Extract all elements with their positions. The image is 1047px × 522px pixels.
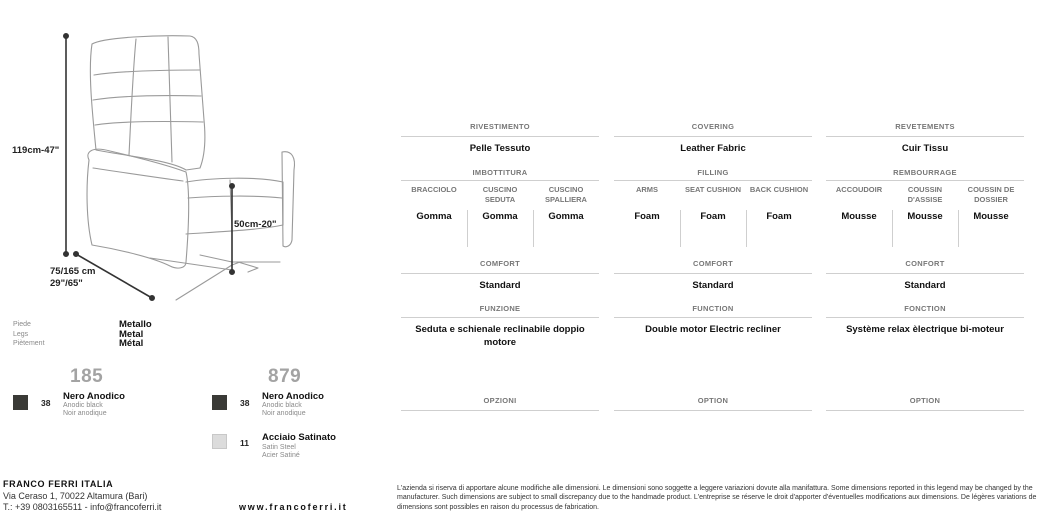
divider	[680, 210, 681, 247]
filling-part-label: BACK CUSHION	[749, 185, 809, 194]
swatch-name-en: Satin Steel	[262, 444, 296, 451]
covering-value: Cuir Tissu	[901, 143, 949, 154]
comfort-value: Standard	[692, 280, 734, 291]
divider	[826, 273, 1024, 274]
filling-part-label: COUSSIN D'ASSISE	[907, 185, 943, 204]
depth-dimension-label-imperial: 29"/65"	[50, 278, 83, 289]
divider	[614, 317, 812, 318]
depth-dimension-label-metric: 75/165 cm	[50, 266, 96, 277]
divider	[533, 210, 534, 247]
swatch-code: 38	[240, 398, 250, 408]
color-swatch-acciaio-satinato	[212, 434, 227, 449]
company-address: Via Ceraso 1, 70022 Altamura (Bari)	[3, 491, 148, 501]
filling-part-value: Foam	[700, 211, 726, 222]
swatch-name-fr: Noir anodique	[262, 410, 306, 417]
finish-number-185: 185	[70, 366, 104, 387]
comfort-header: COMFORT	[479, 259, 520, 268]
legs-value-en: Metal	[119, 328, 144, 340]
divider	[958, 210, 959, 247]
finish-number-879: 879	[268, 366, 302, 387]
covering-value: Pelle Tessuto	[469, 143, 531, 154]
filling-part-label: CUSCINO SEDUTA	[482, 185, 518, 204]
spec-column	[401, 118, 599, 418]
swatch-name: Nero Anodico	[262, 391, 324, 402]
swatch-name-en: Anodic black	[63, 402, 103, 409]
function-header: FONCTION	[904, 304, 946, 313]
filling-part-value: Mousse	[973, 211, 1009, 222]
legs-value-it: Metallo	[119, 319, 152, 330]
filling-part-value: Foam	[634, 211, 660, 222]
spec-column	[614, 118, 812, 418]
divider	[614, 136, 812, 137]
filling-part-label: BRACCIOLO	[411, 185, 457, 194]
color-swatch-nero-anodico	[13, 395, 28, 410]
divider	[401, 317, 599, 318]
filling-part-label: SEAT CUSHION	[684, 185, 742, 194]
filling-part-value: Gomma	[416, 211, 452, 222]
legs-label-group	[13, 320, 45, 349]
company-website-link[interactable]: www.francoferri.it	[239, 502, 348, 512]
function-header: FUNCTION	[692, 304, 734, 313]
divider	[892, 210, 893, 247]
option-header: OPZIONI	[483, 396, 517, 405]
swatch-code: 38	[41, 398, 51, 408]
company-contacts: T.: +39 0803165511 - info@francoferri.it	[3, 502, 162, 512]
divider	[614, 410, 812, 411]
legs-label-it: Piede	[13, 321, 31, 328]
divider	[401, 273, 599, 274]
covering-header: REVETEMENTS	[895, 122, 955, 131]
filling-part-value: Gomma	[482, 211, 518, 222]
company-name: FRANCO FERRI ITALIA	[3, 479, 114, 489]
filling-header: REMBOURRAGE	[893, 168, 957, 177]
filling-part-label: ACCOUDOIR	[835, 185, 883, 194]
spec-column	[826, 118, 1024, 418]
filling-part-label: CUSCINO SPALLIERA	[545, 185, 587, 204]
filling-part-value: Mousse	[841, 211, 877, 222]
legs-value-group	[119, 320, 152, 349]
divider	[746, 210, 747, 247]
swatch-name: Acciaio Satinato	[262, 432, 336, 443]
swatch-code: 11	[240, 438, 249, 448]
divider	[826, 317, 1024, 318]
filling-header: FILLING	[697, 168, 729, 177]
function-value: Double motor Electric recliner	[645, 324, 781, 335]
divider	[401, 410, 599, 411]
swatch-name-en: Anodic black	[262, 402, 302, 409]
divider	[826, 410, 1024, 411]
divider	[401, 180, 599, 181]
function-header: FUNZIONE	[479, 304, 521, 313]
swatch-name-fr: Acier Satiné	[262, 452, 300, 459]
divider	[614, 180, 812, 181]
covering-header: RIVESTIMENTO	[470, 122, 530, 131]
filling-part-value: Mousse	[907, 211, 943, 222]
height-dimension-label: 119cm-47"	[12, 145, 60, 156]
color-swatch-nero-anodico	[212, 395, 227, 410]
seat-height-dimension-label: 50cm-20"	[234, 219, 277, 230]
filling-part-label: COUSSIN DE DOSSIER	[967, 185, 1015, 204]
divider	[826, 180, 1024, 181]
divider	[614, 273, 812, 274]
filling-part-value: Gomma	[548, 211, 584, 222]
function-value: Seduta e schienale reclinabile doppio motore	[415, 324, 585, 348]
covering-value: Leather Fabric	[680, 143, 746, 154]
option-header: OPTION	[909, 396, 941, 405]
comfort-value: Standard	[479, 280, 521, 291]
covering-header: COVERING	[691, 122, 735, 131]
divider	[467, 210, 468, 247]
legs-label-en: Legs	[13, 330, 29, 338]
legs-label-fr: Piètement	[13, 340, 45, 347]
dimensions-disclaimer: L'azienda si riserva di apportare alcune modifiche alle dimensioni. Le dimensioni sono soggette a leggere variazioni dovute alla manifattura. Some dimensions reported in this legend may be changed by the manufacturer. Such dimensions are subject to small discrepancy due to the handmade product. L'entreprise se réserve le droit d'apporter d'éventuelles modifications aux dimensions. De légères variations de dimensions sont possibles en raison du processus de fabrication.	[397, 485, 1037, 511]
legs-value-fr: Métal	[119, 338, 144, 349]
swatch-name-fr: Noir anodique	[63, 410, 107, 417]
divider	[826, 136, 1024, 137]
chair-line-drawing	[0, 0, 320, 320]
swatch-name: Nero Anodico	[63, 391, 125, 402]
comfort-header: CONFORT	[905, 259, 945, 268]
filling-part-value: Foam	[766, 211, 792, 222]
filling-part-label: ARMS	[635, 185, 659, 194]
option-header: OPTION	[697, 396, 729, 405]
divider	[401, 136, 599, 137]
function-value: Système relax èlectrique bi-moteur	[846, 324, 1004, 335]
comfort-header: COMFORT	[692, 259, 733, 268]
filling-header: IMBOTTITURA	[472, 168, 528, 177]
comfort-value: Standard	[904, 280, 946, 291]
